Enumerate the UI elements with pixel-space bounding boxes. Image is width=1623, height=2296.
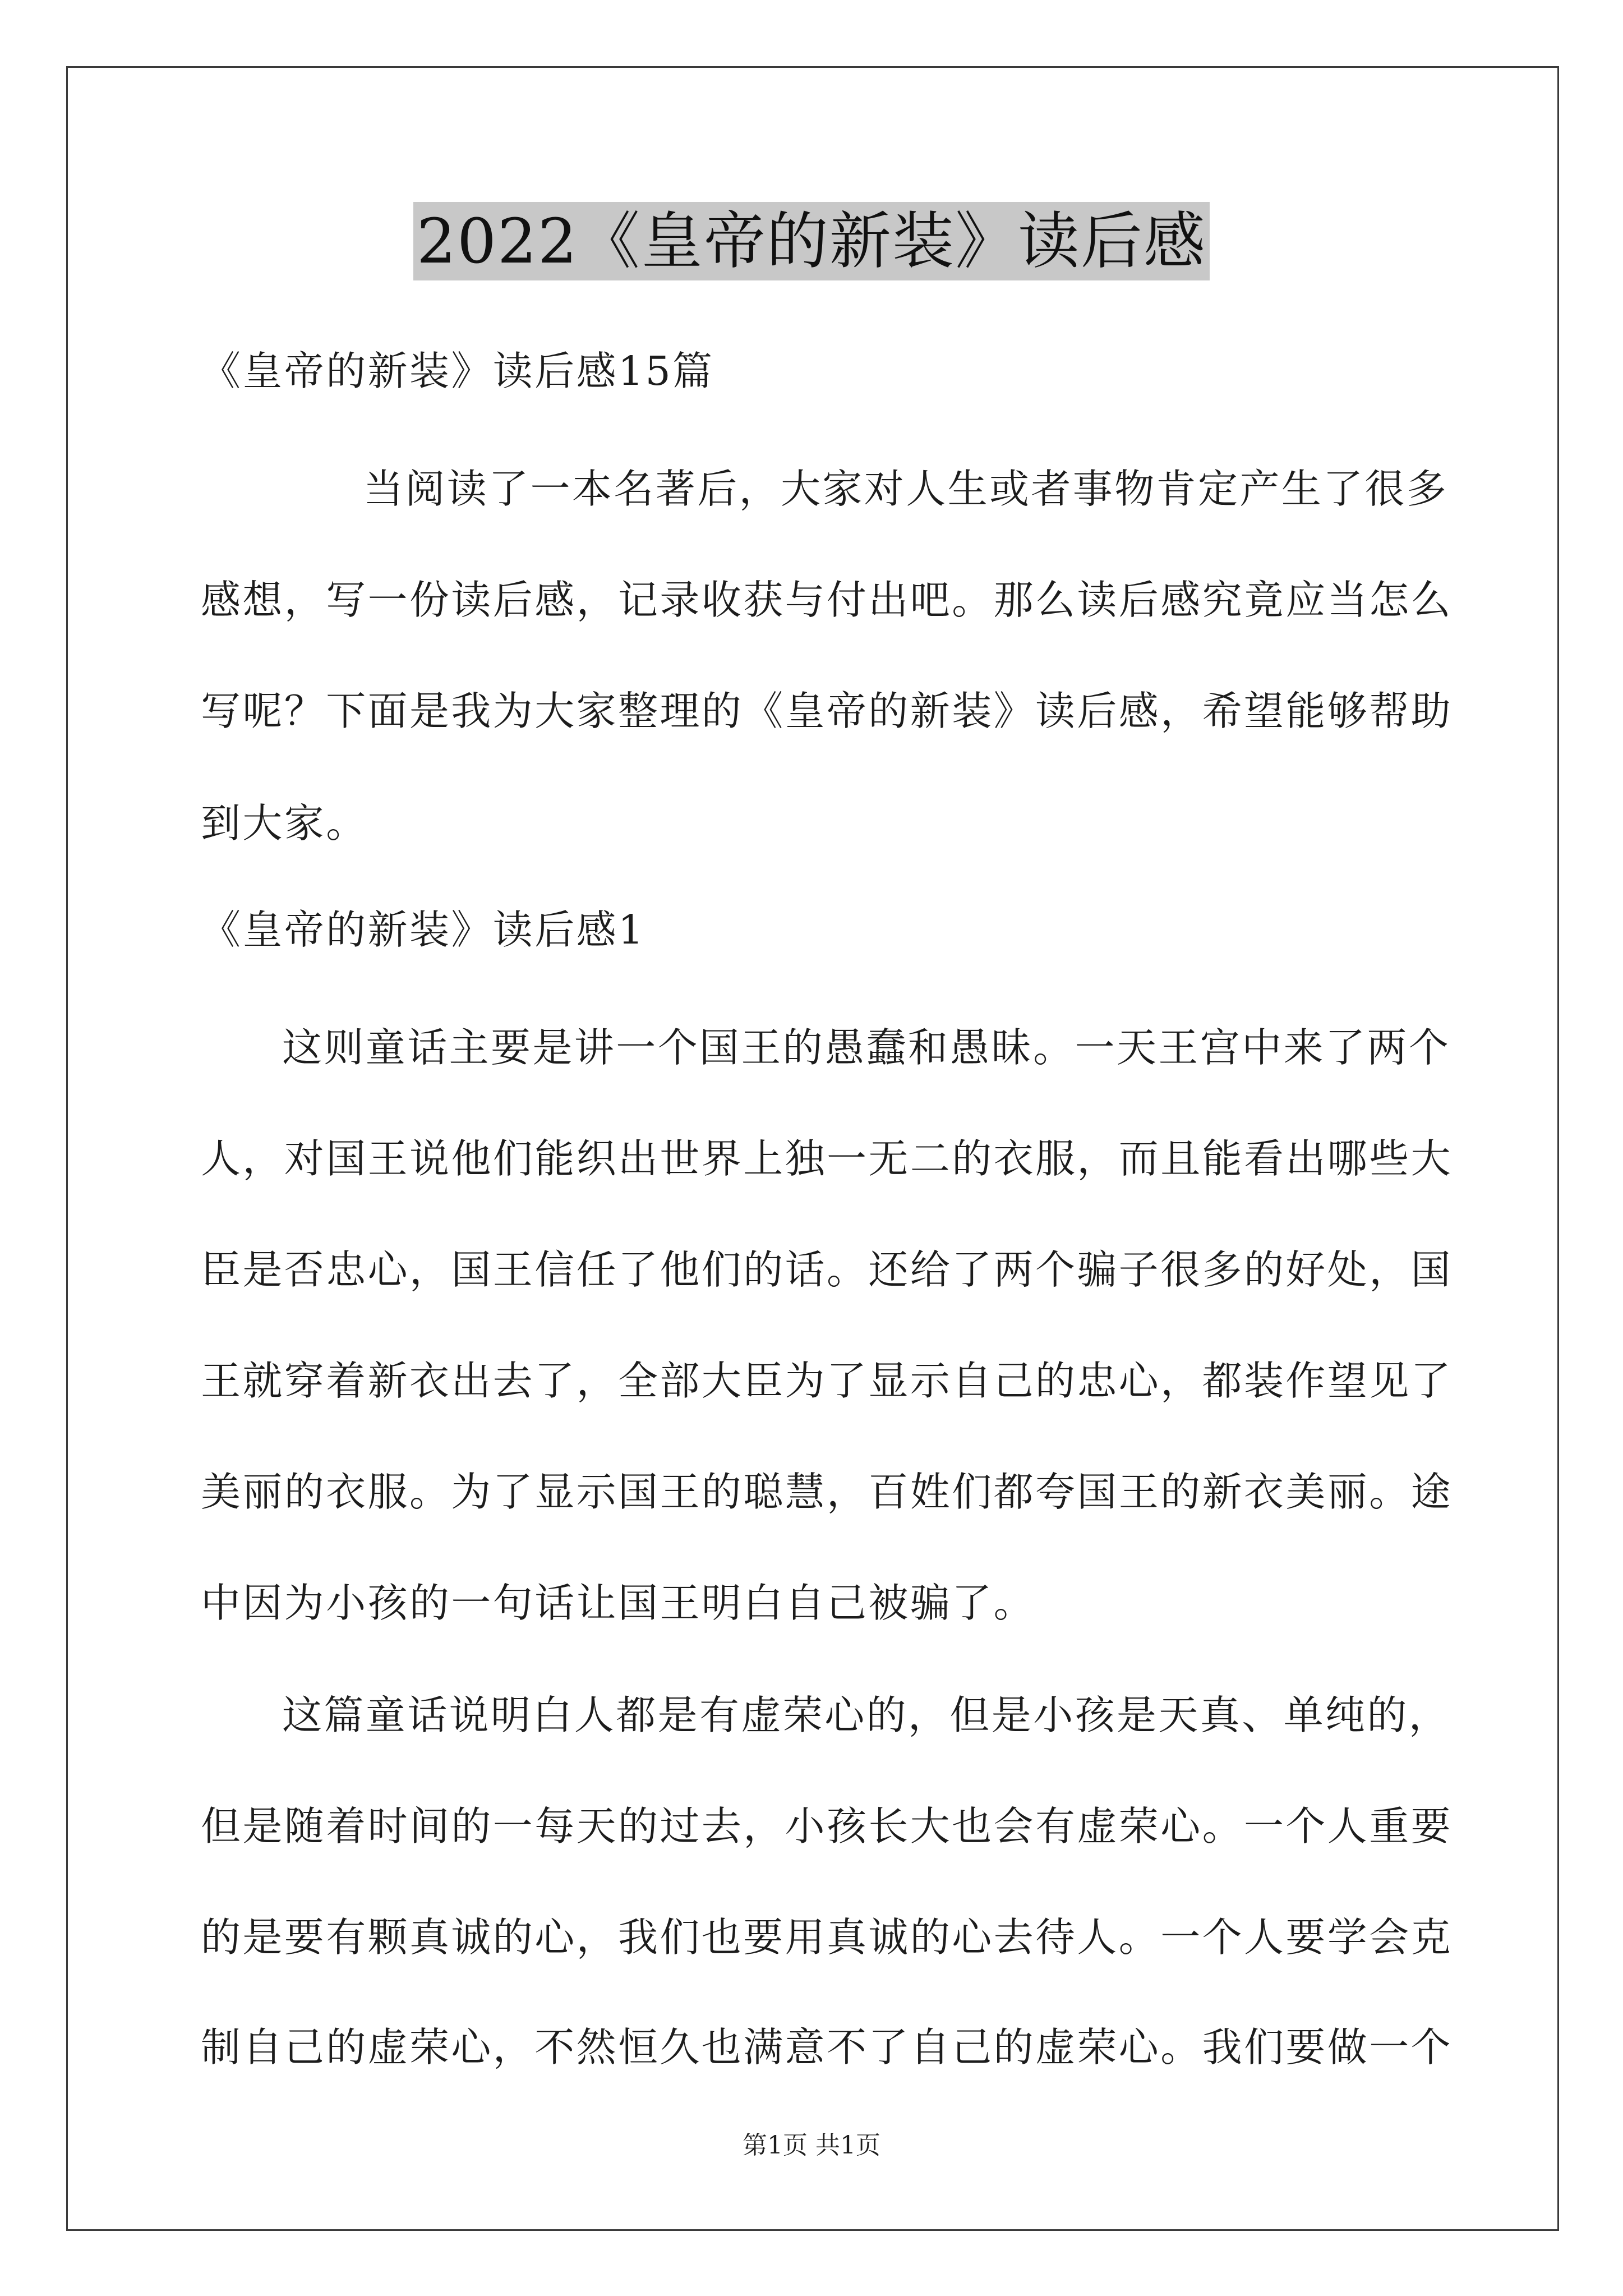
section-heading: 《皇帝的新装》读后感1 <box>201 907 645 953</box>
paragraph-line: 王就穿着新衣出去了，全部大臣为了显示自己的忠心，都装作望见了 <box>201 1358 1453 1404</box>
paragraph-line: 人，对国王说他们能织出世界上独一无二的衣服，而且能看出哪些大 <box>201 1135 1453 1182</box>
paragraph-line: 到大家。 <box>201 800 368 846</box>
paragraph-line: 写呢？下面是我为大家整理的《皇帝的新装》读后感，希望能够帮助 <box>201 688 1453 734</box>
paragraph-line: 这篇童话说明白人都是有虚荣心的，但是小孩是天真、单纯的， <box>282 1692 1451 1738</box>
paragraph-line: 中因为小孩的一句话让国王明白自己被骗了。 <box>201 1580 1036 1626</box>
paragraph-line: 这则童话主要是讲一个国王的愚蠢和愚昧。一天王宫中来了两个 <box>282 1024 1451 1071</box>
paragraph-line: 感想，写一份读后感，记录收获与付出吧。那么读后感究竟应当怎么 <box>201 577 1453 623</box>
paragraph-line: 当阅读了一本名著后，大家对人生或者事物肯定产生了很多 <box>363 466 1449 512</box>
document-title: 2022《皇帝的新装》读后感 <box>413 202 1210 280</box>
page-footer: 第1页 共1页 <box>743 2131 880 2160</box>
paragraph-line: 臣是否忠心，国王信任了他们的话。还给了两个骗子很多的好处，国 <box>201 1246 1453 1293</box>
paragraph-line: 的是要有颗真诚的心，我们也要用真诚的心去待人。一个人要学会克 <box>201 1914 1453 1961</box>
title-container <box>0 202 1623 280</box>
paragraph-line: 但是随着时间的一每天的过去，小孩长大也会有虚荣心。一个人重要 <box>201 1803 1453 1849</box>
subtitle-line: 《皇帝的新装》读后感15篇 <box>201 348 714 394</box>
paragraph-line: 美丽的衣服。为了显示国王的聪慧，百姓们都夸国王的新衣美丽。途 <box>201 1469 1453 1515</box>
paragraph-line: 制自己的虚荣心，不然恒久也满意不了自己的虚荣心。我们要做一个 <box>201 2024 1453 2070</box>
